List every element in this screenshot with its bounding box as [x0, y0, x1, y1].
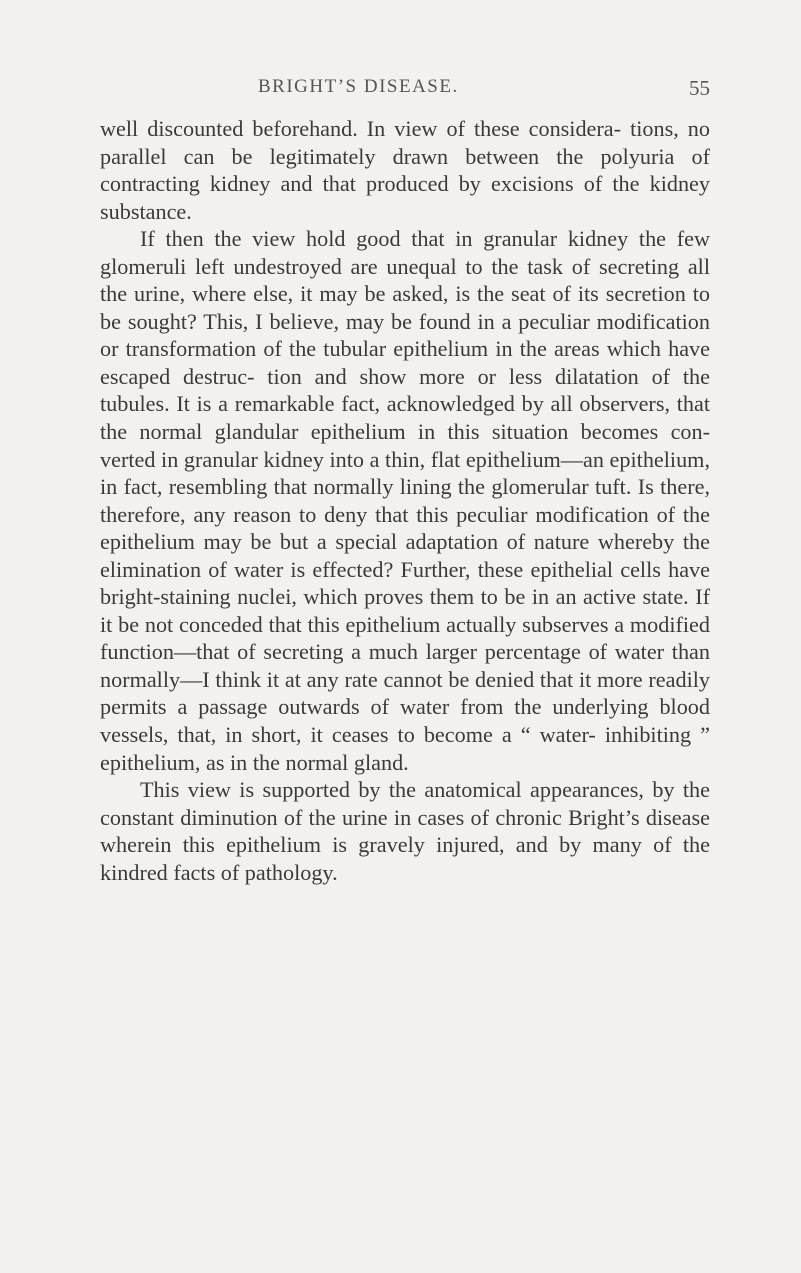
- paragraph-3: This view is supported by the anatomical appearances, by the constant diminution of the urine in cases of chronic Bright’s disease wherein this epithelium is gravely injured, and by many of the kindred facts of pathology.: [100, 777, 710, 885]
- paragraph-2: If then the view hold good that in granular kidney the few glomeruli left undestroyed are unequal to the task of secreting all the urine, where else, it may be asked, is the seat of its secretion to be sought? This, I believe, may be found in a peculiar modification or transformation of the tubular epithelium in the areas which have escaped destruc- tion and show more or less dilatation of the tubules. It is a remarkable fact, acknowledged by all observers, that the normal glandular epithelium in this situation becomes con- verted in granular kidney into a thin, flat epithelium—an epithelium, in fact, resembling that normally lining the glomerular tuft. Is there, therefore, any reason to deny that this peculiar modification of the epithelium may be but a special adaptation of nature whereby the elimination of water is effected? Further, these epithelial cells have bright-staining nuclei, which proves them to be in an active state. If it be not conceded that this epithelium actually subserves a modified function—that of secreting a much larger percentage of water than normally—I think it at any rate cannot be denied that it more readily permits a passage outwards of water from the underlying blood vessels, that, in short, it ceases to become a “ water- inhibiting ” epithelium, as in the normal gland.: [100, 226, 710, 775]
- page-number: 55: [689, 76, 710, 100]
- running-head: [100, 76, 710, 100]
- running-head-title: BRIGHT’S DISEASE.: [258, 76, 459, 97]
- body-text: [100, 115, 710, 886]
- paragraph-1: well discounted beforehand. In view of these considera- tions, no parallel can be legitimately drawn between the polyuria of contracting kidney and that produced by excisions of the kidney substance.: [100, 116, 710, 224]
